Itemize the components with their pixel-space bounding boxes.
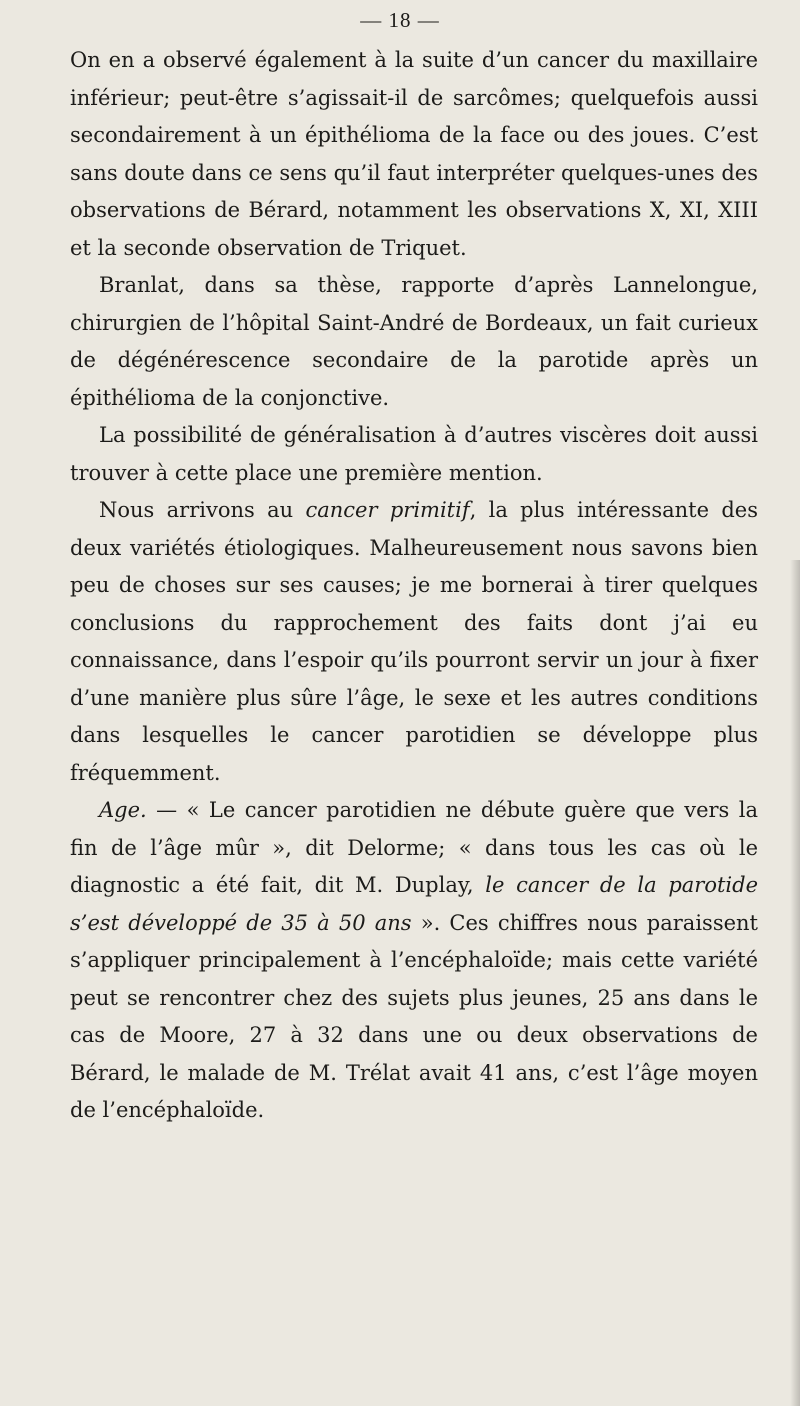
paragraph-text: On en a observé également à la suite d’un cancer du maxillaire inférieur; peut-être s’agissait-il de sarcômes; quelquefois aussi secondairement à un épithélioma de la face ou des joues. C’est sans doute dans ce sens qu’il faut interpréter quelques-unes des observations de Bérard, notamment les observations X, XI, XIII et la seconde observation de Triquet. [70, 48, 758, 260]
paragraph-text: , la plus intéressante des deux variétés étiologiques. Malheureusement nous savons bien peu de choses sur ses causes; je me bornerai à tirer quelques conclusions du rapprochement des faits dont j’ai eu connaissance, dans l’espoir qu’ils pourront servir un jour à fixer d’une manière plus sûre l’âge, le sexe et les autres conditions dans lesquelles le cancer parotidien se développe plus fréquemment. [70, 498, 758, 785]
paragraph-text: — « Le cancer parotidien ne débute guère que vers la fin de l’âge mûr », dit Delorme; « dans tous les cas où le diagnostic a été fait, dit M. Duplay, [70, 798, 758, 897]
body-text [70, 42, 758, 1130]
section-heading: Age. [99, 798, 147, 822]
paragraph-text: La possibilité de généralisation à d’autres viscères doit aussi trouver à cette place une première mention. [70, 423, 758, 485]
paragraph-text: Nous arrivons au [99, 498, 306, 522]
paragraph-text: Branlat, dans sa thèse, rapporte d’après Lannelongue, chirurgien de l’hôpital Saint-André de Bordeaux, un fait curieux de dégénérescence secondaire de la parotide après un épithélioma de la conjonctive. [70, 273, 758, 410]
paragraph-2 [70, 267, 758, 417]
paragraph-1 [70, 42, 758, 267]
paragraph-4 [70, 492, 758, 792]
page-edge-shadow [790, 560, 800, 1406]
page-number: — 18 — [360, 8, 440, 32]
paragraph-5 [70, 792, 758, 1130]
paragraph-text: ». Ces chiffres nous paraissent s’appliquer principalement à l’encéphaloïde; mais cette variété peut se rencontrer chez des sujets plus jeunes, 25 ans dans le cas de Moore, 27 à 32 dans une ou deux observations de Bérard, le malade de M. Trélat avait 41 ans, c’est l’âge moyen de l’encéphaloïde. [70, 910, 758, 1122]
italic-quote: le cancer de la parotide s’est développé de 35 à 50 ans [70, 873, 758, 935]
paragraph-3 [70, 417, 758, 492]
italic-term: cancer primitif [305, 498, 470, 522]
